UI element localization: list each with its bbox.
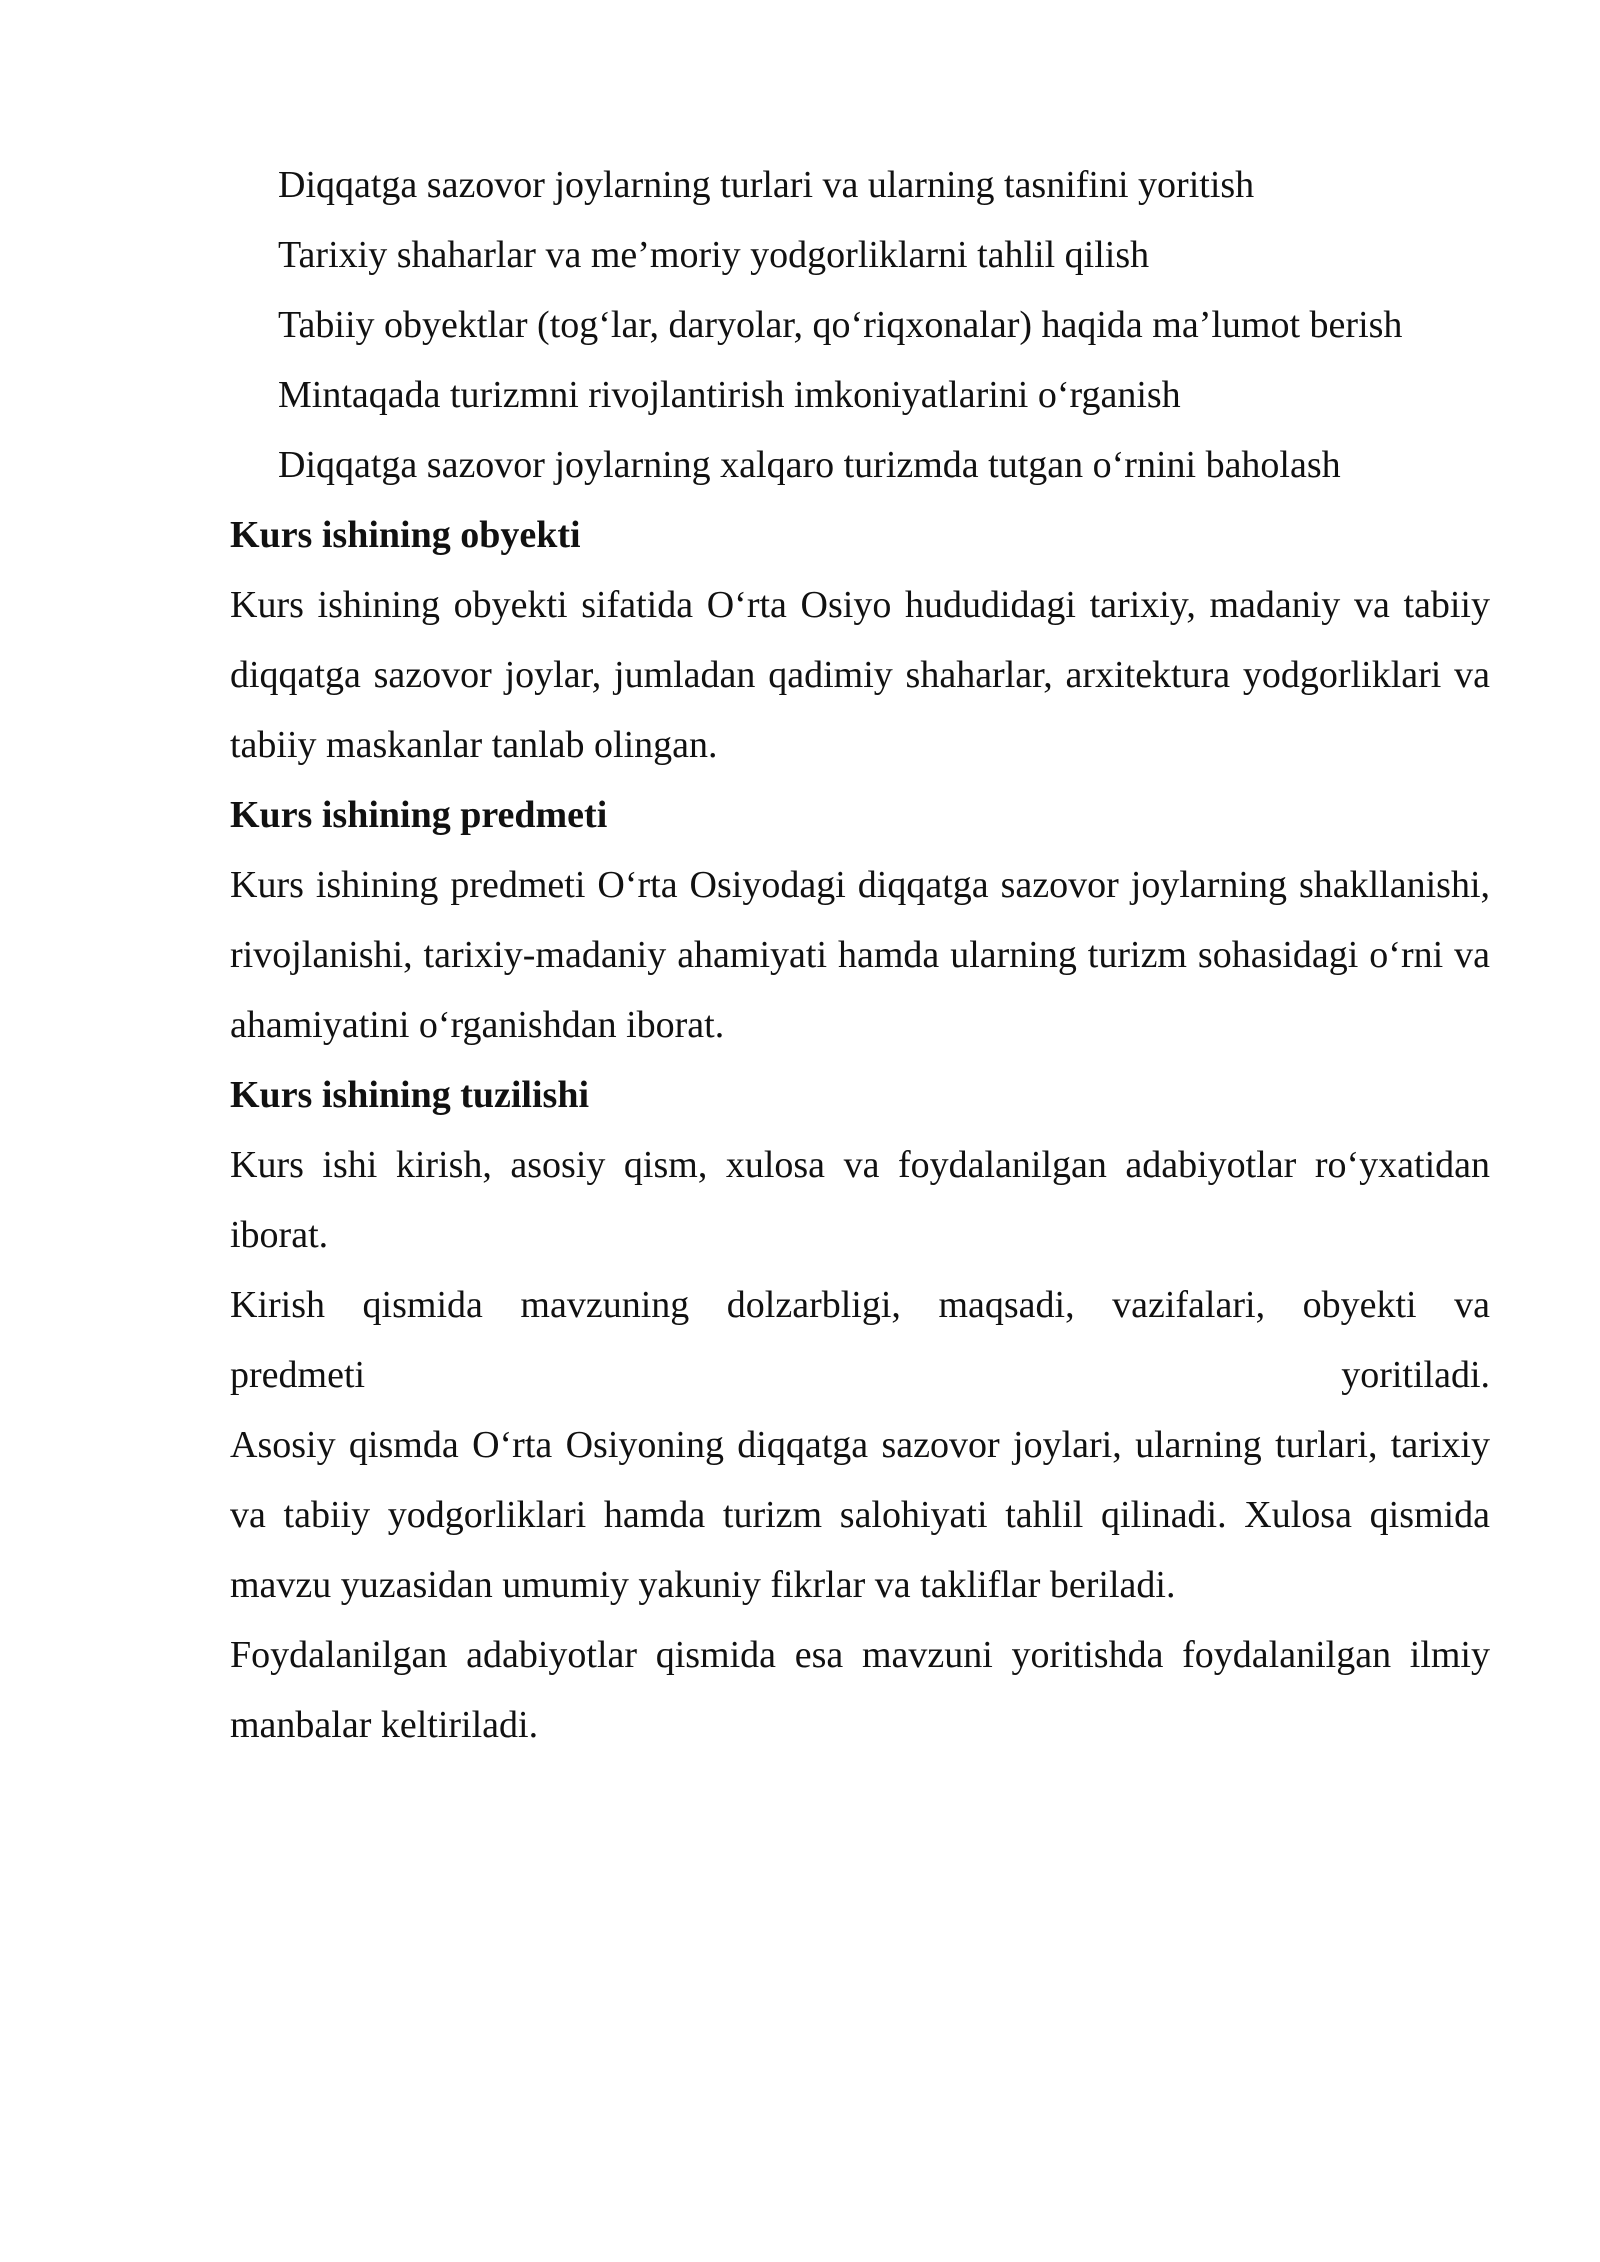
kirish-paragraph-line2 — [230, 1340, 1490, 1410]
structure-intro-paragraph: Kurs ishi kirish, asosiy qism, xulosa va foydalanilgan adabiyotlar ro‘yxatidan iborat. — [230, 1144, 1490, 1256]
asosiy-paragraph: Asosiy qismda O‘rta Osiyoning diqqatga sazovor joylari, ularning turlari, tarixiy va tabiiy yodgorliklari hamda turizm salohiyati tahlil qilinadi. Xulosa qismida mavzu yuzasidan umumiy yakuniy fikrlar va takliflar beriladi. — [230, 1424, 1490, 1606]
kirish-line2-right: yoritiladi. — [1341, 1354, 1490, 1396]
task-item: Tabiiy obyektlar (tog‘lar, daryolar, qo‘riqxonalar) haqida ma’lumot berish — [278, 304, 1403, 346]
page-content — [230, 150, 1490, 1760]
subject-paragraph: Kurs ishining predmeti O‘rta Osiyodagi diqqatga sazovor joylarning shakllanishi, rivojlanishi, tarixiy-madaniy ahamiyati hamda ularning turizm sohasidagi o‘rni va ahamiyatini o‘rganishdan iborat. — [230, 864, 1490, 1046]
task-list — [230, 150, 1490, 500]
kirish-line2-left: predmeti — [230, 1354, 366, 1396]
task-item: Diqqatga sazovor joylarning xalqaro turizmda tutgan o‘rnini baholash — [278, 444, 1341, 486]
object-paragraph: Kurs ishining obyekti sifatida O‘rta Osiyo hududidagi tarixiy, madaniy va tabiiy diqqatga sazovor joylar, jumladan qadimiy shaharlar, arxitektura yodgorliklari va tabiiy maskanlar tanlab olingan. — [230, 584, 1490, 766]
task-item: Diqqatga sazovor joylarning turlari va ularning tasnifini yoritish — [278, 164, 1255, 206]
object-heading: Kurs ishining obyekti — [230, 514, 581, 556]
task-item: Tarixiy shaharlar va me’moriy yodgorliklarni tahlil qilish — [278, 234, 1150, 276]
kirish-paragraph-line1: Kirish qismida mavzuning dolzarbligi, maqsadi, vazifalari, obyekti va — [230, 1284, 1490, 1326]
task-item: Mintaqada turizmni rivojlantirish imkoniyatlarini o‘rganish — [278, 374, 1181, 416]
subject-heading: Kurs ishining predmeti — [230, 794, 608, 836]
adabiyotlar-paragraph: Foydalanilgan adabiyotlar qismida esa mavzuni yoritishda foydalanilgan ilmiy manbalar keltiriladi. — [230, 1634, 1490, 1746]
structure-heading: Kurs ishining tuzilishi — [230, 1074, 590, 1116]
